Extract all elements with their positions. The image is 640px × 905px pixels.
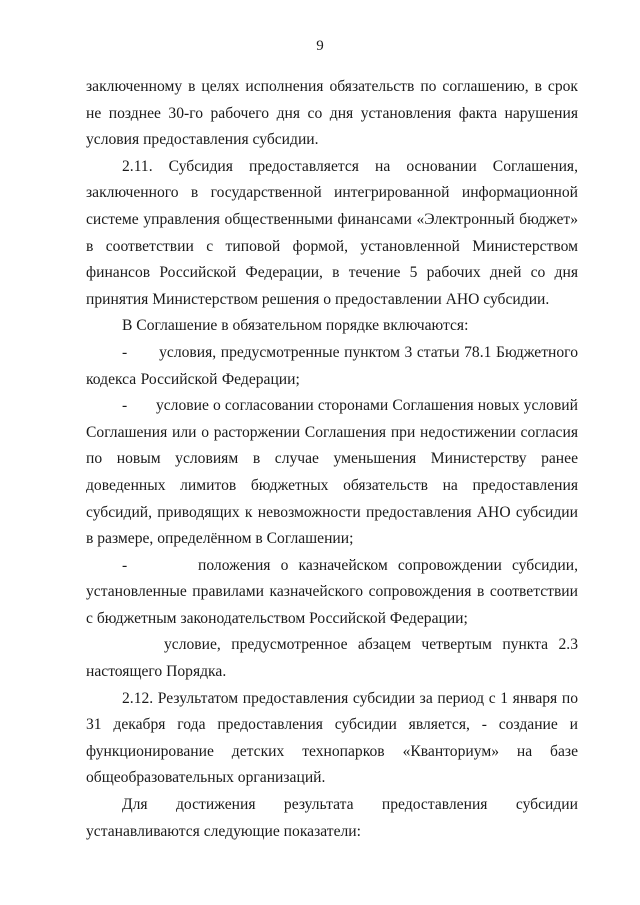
list-item-treasury-support: - положения о казначейском сопровождении субсидии, установленные правилами казначейского сопровождения в соответствии с бюджетным законодательством Российской Федерации; — [86, 556, 578, 627]
paragraph-2-11: 2.11. Субсидия предоставляется на основании Соглашения, заключенного в государственной интегрированной информационной системе управления общественными финансами «Электронный бюджет» в соответствии с типовой формой, установленной Министерством финансов Российской Федерации, в течение 5 рабочих дней со дня принятия Министерством решения о предоставлении АНО субсидии. — [86, 157, 578, 308]
paragraph-agreement-includes: В Соглашение в обязательном порядке включаются: — [122, 317, 469, 335]
list-item-conditions-budget-code: - условия, предусмотренные пунктом 3 статьи 78.1 Бюджетного кодекса Российской Федерации; — [86, 343, 578, 388]
list-item-condition-new-terms: - условие о согласовании сторонами Соглашения новых условий Соглашения или о расторжении Соглашения при недостижении согласия по новым условиям в случае уменьшения Министерству ранее доведенных лимитов бюджетных обязательств на предоставления субсидий, приводящих к невозможности предоставления АНО субсидии в размере, определённом в Соглашении; — [86, 397, 578, 548]
paragraph-continuation: заключенному в целях исполнения обязательств по соглашению, в срок не позднее 30-го рабочего дня со дня установления факта нарушения условия предоставления субсидии. — [86, 78, 578, 149]
paragraph-2-12: 2.12. Результатом предоставления субсидии за период с 1 января по 31 декабря года предоставления субсидии является, - создание и функционирование детских технопарков «Кванториум» на базе общеобразовательных организаций. — [86, 689, 578, 787]
page-number: 9 — [316, 38, 324, 54]
document-body — [86, 74, 578, 845]
paragraph-condition-2-3: условие, предусмотренное абзацем четвертым пункта 2.3 настоящего Порядка. — [86, 636, 578, 681]
paragraph-indicators: Для достижения результата предоставления субсидии устанавливаются следующие показатели: — [86, 796, 578, 840]
